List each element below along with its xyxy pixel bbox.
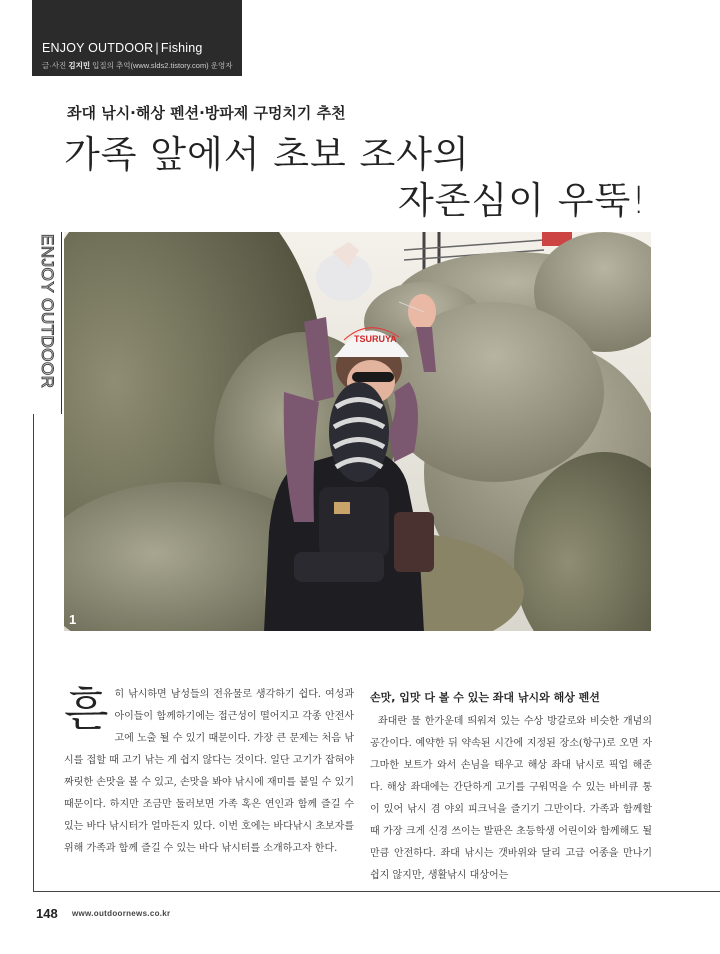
frame-left-rule	[33, 414, 34, 891]
article-title-line1: 가족 앞에서 초보 조사의	[64, 133, 470, 176]
body-column-right	[370, 689, 652, 887]
side-label-text: ENJOY OUTDOOR	[38, 234, 57, 389]
section-header	[32, 0, 242, 76]
drop-cap: 흔	[64, 682, 109, 736]
side-section-label	[33, 232, 62, 414]
section-category: Fishing	[160, 41, 203, 55]
article-title-line2: 자존심이 우뚝!	[398, 179, 648, 222]
credit-name: 김지민	[68, 61, 91, 70]
author-credit	[42, 60, 233, 71]
credit-prefix: 글·사진	[42, 61, 67, 70]
body-column-left	[64, 684, 354, 860]
section-name	[42, 41, 203, 55]
body-text-right: 좌대란 물 한가운데 띄워져 있는 수상 방갈로와 비슷한 개념의 공간이다. 예약한 뒤 약속된 시간에 지정된 장소(항구)로 오면 자그마한 보트가 와서 손님을 태우고 해상 좌대 낚시로 픽업 해준다. 해상 좌대에는 간단하게 고기를 구워먹을 수 있는 바비큐 통이 있어 낚시 겸 야외 피크닉을 즐기기 그만이다. 가족과 함께할 때 가장 크게 신경 쓰이는 발판은 초등학생 어린이와 함께해도 될 만큼 안전하다. 좌대 낚시는 갯바위와 달리 고급 어종을 만나기 쉽지 않지만, 생활낚시 대상어는	[370, 716, 652, 881]
section-title: ENJOY OUTDOOR	[42, 41, 154, 55]
cap-logo-text: TSURUYA	[354, 334, 397, 344]
article-subtitle: 좌대 낚시·해상 펜션·방파제 구멍치기 추천	[67, 104, 346, 122]
article-photo	[64, 232, 651, 631]
frame-bottom-rule	[33, 891, 720, 892]
body-text-left: 히 낚시하면 남성들의 전유물로 생각하기 쉽다. 여성과 아이들이 함께하기에는 접근성이 떨어지고 각종 안전사고에 노출 될 수 있기 때문이다. 가장 큰 문제는 처음 낚시를 접할 때 고기 낚는 게 쉽지 않다는 것이다. 일단 고기가 잡혀야 짜릿한 손맛을 볼 수 있고, 손맛을 봐야 낚시에 재미를 붙일 수 있기 때문이다. 하지만 조금만 둘러보면 가족 혹은 연인과 함께 즐길 수 있는 바다 낚시터가 얼마든지 있다. 이번 호에는 바다낚시 초보자를 위해 가족과 함께 즐길 수 있는 바다 낚시터를 소개하고자 한다.	[64, 689, 354, 854]
page-number: 148	[36, 906, 58, 921]
photo-illustration	[64, 232, 651, 631]
section-divider: |	[155, 41, 159, 55]
footer-url: www.outdoornews.co.kr	[72, 909, 171, 918]
photo-number: 1	[69, 612, 77, 627]
credit-suffix: 입질의 추억(www.slds2.tistory.com) 운영자	[92, 61, 233, 70]
section-heading: 손맛, 입맛 다 볼 수 있는 좌대 낚시와 해상 펜션	[370, 691, 600, 704]
